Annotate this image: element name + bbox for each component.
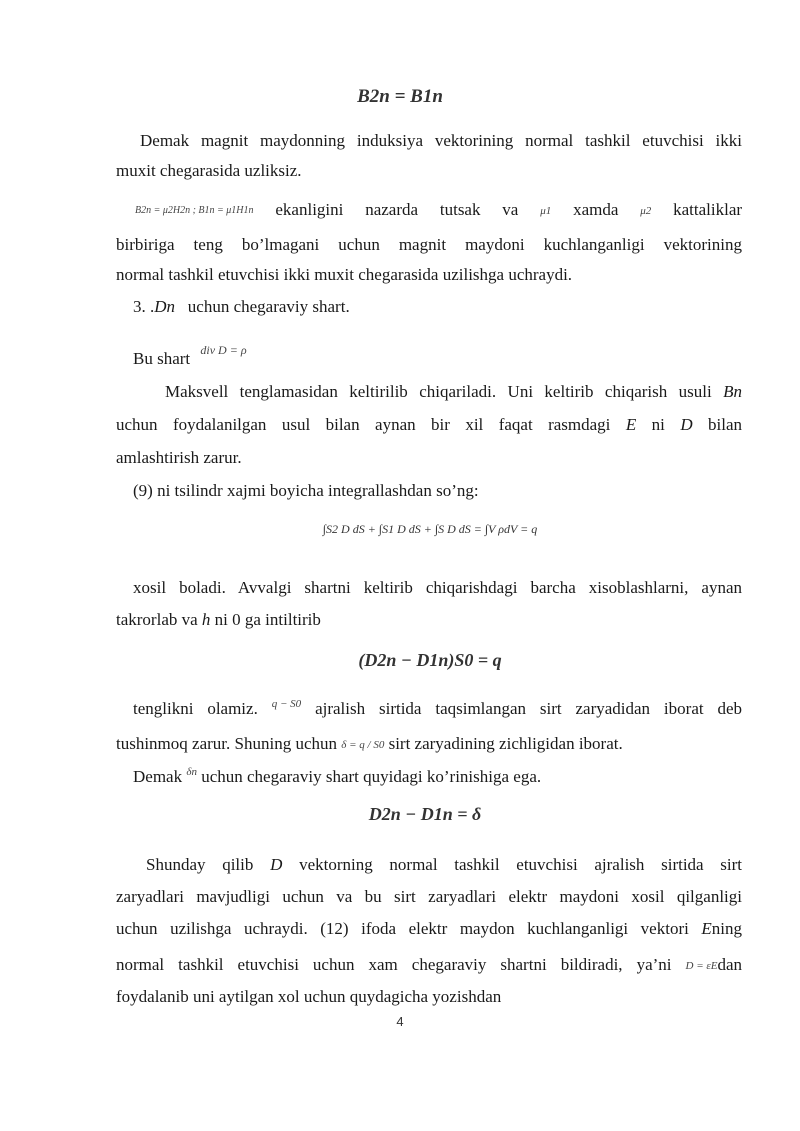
text: tushinmoq zarur. Shuning uchun xyxy=(116,734,337,753)
paragraph-8-line-1 xyxy=(146,854,742,876)
text: normal tashkil etuvchisi uchun xam chegaraviy shartni bildiradi, ya’ni xyxy=(116,955,672,974)
equation-d-difference-delta: D2n − D1n = δ xyxy=(368,804,482,824)
paragraph-3-line-1 xyxy=(165,381,742,403)
text: ning xyxy=(711,919,743,938)
text: amlashtirish zarur. xyxy=(116,448,242,467)
paragraph-8-line-5 xyxy=(116,986,742,1008)
paragraph-2-line-3 xyxy=(116,264,742,286)
paragraph-8-line-3 xyxy=(116,918,742,940)
q-s0-symbol: q − S0 xyxy=(271,698,302,711)
e-symbol: E xyxy=(625,415,637,434)
e-symbol: E xyxy=(701,919,712,938)
paragraph-1-line-1 xyxy=(140,130,742,152)
inline-equation-b: B2n = μ2H2n ; B1n = μ1H1n xyxy=(135,205,254,217)
paragraph-4 xyxy=(133,480,759,502)
text: ni 0 ga intiltirib xyxy=(214,610,321,629)
paragraph-1-line-2 xyxy=(116,160,742,182)
text: sirt zaryadining zichligidan iborat. xyxy=(388,734,623,753)
paragraph-6-line-1 xyxy=(133,698,742,721)
paragraph-6-line-2 xyxy=(116,733,742,756)
dn-symbol: Dn xyxy=(154,297,176,316)
text: uchun chegaraviy shart quyidagi ko’rinishiga ega. xyxy=(201,767,542,786)
text: bilan xyxy=(708,415,743,434)
mu2-symbol: μ2 xyxy=(640,205,652,218)
paragraph-7 xyxy=(133,766,759,789)
paragraph-2-line-1 xyxy=(135,199,742,222)
h-symbol: h xyxy=(201,610,211,629)
paragraph-8-line-2 xyxy=(116,886,742,908)
paragraph-8-line-4 xyxy=(116,954,742,977)
text: (9) ni tsilindr xajmi boyicha integrallashdan so’ng: xyxy=(133,481,479,500)
text: uchun uzilishga uchraydi. (12) ifoda elektr maydon kuchlanganligi vektori xyxy=(116,919,689,938)
text: kattaliklar xyxy=(673,200,743,219)
paragraph-5-line-2 xyxy=(116,609,742,631)
paragraph-3-line-3 xyxy=(116,447,742,469)
divergence-equation: div D = ρ xyxy=(200,343,247,358)
bu-shart-line xyxy=(133,343,759,371)
d-eq-epsilon-e: D = εE xyxy=(685,960,718,973)
text: 3. . xyxy=(133,297,155,316)
text: Demak magnit maydonning induksiya vektorining normal tashkil etuvchisi ikki xyxy=(140,131,742,150)
text: xosil boladi. Avvalgi shartni keltirib chiqarishdagi barcha xisoblashlarni, aynan xyxy=(133,578,742,597)
delta-n-symbol: δn xyxy=(186,766,197,779)
text: ajralish sirtida taqsimlangan sirt zaryadidan iborat deb xyxy=(315,699,743,718)
paragraph-2-line-2 xyxy=(116,234,742,256)
d-symbol: D xyxy=(680,415,693,434)
paragraph-3-line-2 xyxy=(116,414,742,436)
text: Maksvell tenglamasidan keltirilib chiqariladi. Uni keltirib chiqarish usuli xyxy=(165,382,712,401)
mu1-symbol: μ1 xyxy=(540,205,552,218)
text: takrorlab va xyxy=(116,610,198,629)
paragraph-5-line-1 xyxy=(133,577,742,599)
text: Demak xyxy=(133,767,183,786)
text: zaryadlari mavjudligi uchun va bu sirt zaryadlari elektr maydoni xosil qilganligi xyxy=(116,887,742,906)
text: ni xyxy=(651,415,665,434)
text: muxit chegarasida uzliksiz. xyxy=(116,161,302,180)
section-3-heading xyxy=(133,296,759,318)
d-symbol: D xyxy=(270,855,283,874)
text: dan xyxy=(717,955,742,974)
integral-equation: ∫S2 D dS + ∫S1 D dS + ∫S D dS = ∫V ρdV = q xyxy=(322,522,538,536)
text: uchun foydalanilgan usul bilan aynan bir xil faqat rasmdagi xyxy=(116,415,611,434)
bn-symbol: Bn xyxy=(723,382,743,401)
text: foydalanib uni aytilgan xol uchun quydagicha yozishdan xyxy=(116,987,502,1006)
equation-d-difference-s0: (D2n − D1n)S0 = q xyxy=(358,650,502,670)
text: vektorning normal tashkil etuvchisi ajralish sirtida sirt xyxy=(299,855,743,874)
delta-definition: δ = q / S0 xyxy=(341,739,385,752)
text: xamda xyxy=(573,200,619,219)
text: Bu shart xyxy=(133,349,191,368)
equation-b-normal: B2n = B1n xyxy=(357,86,443,107)
text: normal tashkil etuvchisi ikki muxit chegarasida uzilishga uchraydi. xyxy=(116,265,573,284)
text: tenglikni olamiz. xyxy=(133,699,258,718)
text: ekanligini nazarda tutsak va xyxy=(275,200,519,219)
page-number: 4 xyxy=(396,1014,404,1029)
text: uchun chegaraviy shart. xyxy=(187,297,350,316)
text: Shunday qilib xyxy=(146,855,254,874)
text: birbiriga teng bo’lmagani uchun magnit maydoni kuchlanganligi vektorining xyxy=(116,235,742,254)
